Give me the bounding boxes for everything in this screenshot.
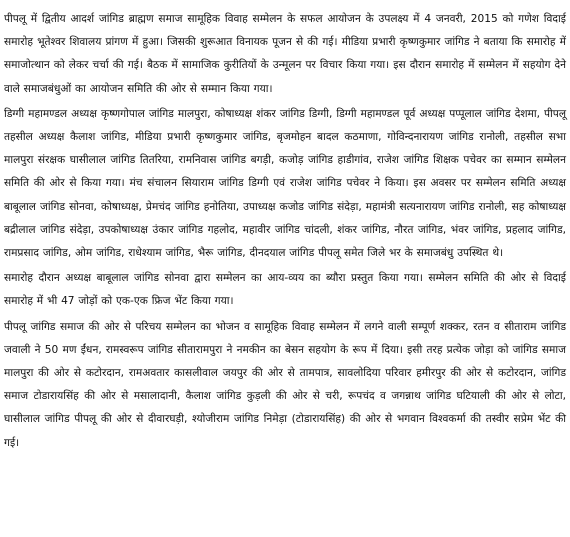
paragraph-honorees: डिग्गी महामण्डल अध्यक्ष कृष्णगोपाल जांगिड मालपुरा, कोषाध्यक्ष शंकर जांगिड डिग्गी, डिग्गी महामण्डल पूर्व अध्यक्ष पप्पूलाल जांगिड देशमा, पीपलू तहसील अध्यक्ष कैलाश जांगिड, मीडिया प्रभारी कृष्णकुमार जांगिड, बृजमोहन बादल कठमाणा, गोविन्दनारायण जांगिड रानोली, तहसील सभा मालपुरा संरक्षक घासीलाल जांगिड तितरिया, रामनिवास जांगिड बगड़ी, कजोड़ जांगिड हाडीगांव, राजेश जांगिड शिक्षक पचेवर का सम्मान सम्मेलन समिति की ओर से किया गया। मंच संचालन सियाराम जांगिड डिग्गी एवं राजेश जांगिड पचेवर ने किया। इस अवसर पर सम्मेलन समिति अध्यक्ष बाबूलाल जांगिड सोनवा, कोषाध्यक्ष, प्रेमचंद जांगिड हनोतिया, उपाध्यक्ष कजोड जांगिड संदेड़ा, महामंत्री सत्यनारायण जांगिड रानोली, सह कोषाध्यक्ष बद्रीलाल जांगिड संदेड़ा, उपकोषाध्यक्ष उंकार जांगिड गहलोद, महावीर जांगिड चांदली, शंकर जांगिड, नौरत जांगिड, भंवर जांगिड, प्रहलाद जांगिड, रामप्रसाद जांगिड, ओम जांगिड, राधेश्याम जांगिड, भैरू जांगिड, दीनदयाल जांगिड पीपलू समेत जिले भर के समाजबंधु उपस्थित थे।	[4, 107, 566, 260]
paragraph-accounts: समारोह दौरान अध्यक्ष बाबूलाल जांगिड सोनवा द्वारा सम्मेलन का आय-व्यय का ब्यौरा प्रस्तुत किया गया। सम्मेलन समिति की ओर से विदाई समारोह में भी 47 जोड़ों को एक-एक फ्रिज भेंट किया गया।	[4, 272, 566, 308]
paragraph-intro: पीपलू में द्वितीय आदर्श जांगिड ब्राह्मण समाज सामूहिक विवाह सम्मेलन के सफल आयोजन के उपलक्ष्य में 4 जनवरी, 2015 को गणेश विदाई समारोह भूतेश्वर शिवालय प्रांगण में हुआ। जिसकी शुरूआत विनायक पूजन से की गई। मीडिया प्रभारी कृष्णकुमार जांगिड ने बताया कि समारोह में समाजोत्थान को लेकर चर्चा की गई। बैठक में सामाजिक कुरीतियों के उन्मूलन पर विचार किया गया। इस दौरान समारोह में सम्मेलन में सहयोग देने वाले समाजबंधुओं का आयोजन समिति की ओर से सम्मान किया गया।	[4, 13, 566, 95]
paragraph-donations: पीपलू जांगिड समाज की ओर से परिचय सम्मेलन का भोजन व सामूहिक विवाह सम्मेलन में लगने वाली सम्पूर्ण शक्कर, रतन व सीताराम जांगिड जवाली ने 50 मण ईंधन, रामस्वरूप जांगिड सीतारामपुरा ने नमकीन का बेसन सहयोग के रूप में दिया। इसी तरह प्रत्येक जोड़ा को जांगिड समाज मालपुरा की ओर से कटोरदान, रामअवतार कासलीवाल जयपुर की ओर से तामपात्र, सावलोदिया परिवार हमीरपुर की ओर से कटोरदान, जांगिड समाज टोडारायसिंह की ओर से मसालादानी, कैलाश जांगिड कुड़ली की ओर से चरी, रूपचंद व जगन्नाथ जांगिड घटियाली की ओर से लोटा, घासीलाल जांगिड पीपलू की ओर से दीवारघड़ी, श्योजीराम जांगिड निमेड़ा (टोडारायसिंह) की ओर से भगवान विश्वकर्मा की तस्वीर सप्रेम भेंट की गई।	[4, 320, 567, 449]
